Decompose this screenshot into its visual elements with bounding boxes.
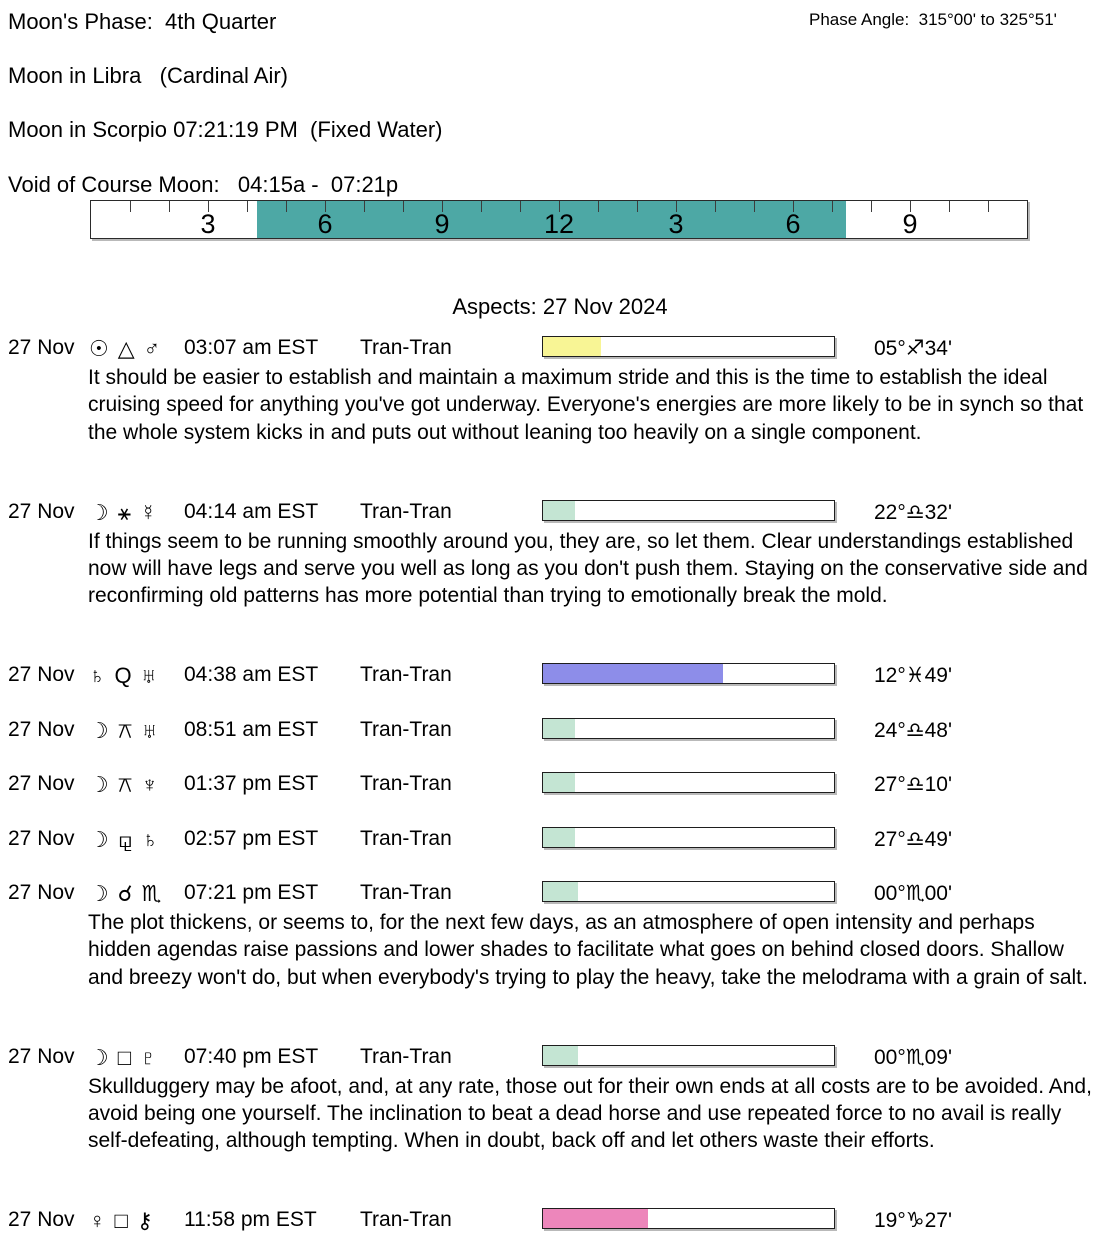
aspect-time: 02:57 pm EST xyxy=(184,826,319,850)
aspect-date: 27 Nov xyxy=(8,717,75,741)
mars-glyph: ♂ xyxy=(143,336,161,361)
aspect-type: Tran-Tran xyxy=(360,717,452,741)
venus-glyph: ♀ xyxy=(89,1208,106,1233)
aspect-row xyxy=(0,772,1120,796)
quincunx-glyph: ⚻ xyxy=(117,717,133,743)
moon-in-scorpio-line: Moon in Scorpio 07:21:19 PM (Fixed Water) xyxy=(8,117,443,142)
aspect-glyphs xyxy=(89,718,158,744)
aspect-row xyxy=(0,881,1120,905)
aspect-interpretation: The plot thickens, or seems to, for the next few days, as an atmosphere of open intensity and perhaps hidden agendas raise passions and lower shades to facilitate what goes on behind closed doors. Shallow and breezy won't do, but when everybody's trying to play the heavy, take the melodrama with a grain of salt. xyxy=(88,911,1088,989)
moon-glyph: ☽ xyxy=(89,826,109,852)
moon-glyph: ☽ xyxy=(89,1044,109,1070)
uranus-glyph: ♅ xyxy=(140,663,158,688)
aspect-orb-bar xyxy=(542,336,835,357)
aspect-orb-bar xyxy=(542,718,835,739)
hour-label: 3 xyxy=(200,209,216,239)
square-glyph: □ xyxy=(117,1044,132,1070)
aspect-date: 27 Nov xyxy=(8,1208,75,1231)
hour-tick xyxy=(286,201,287,212)
aspect-degree: 00°♏00' xyxy=(874,882,952,905)
aspect-degree: 24°♎48' xyxy=(874,718,952,742)
aspect-orb-fill xyxy=(543,719,575,738)
aspect-degree: 00°♏09' xyxy=(874,1045,952,1069)
aspect-orb-fill xyxy=(543,773,575,792)
aspect-row xyxy=(0,500,1120,524)
aspect-time: 08:51 am EST xyxy=(184,717,319,741)
hour-tick xyxy=(130,201,131,212)
aspect-orb-bar xyxy=(542,1045,835,1066)
hour-tick xyxy=(247,201,248,212)
aspect-glyphs xyxy=(89,827,158,853)
aspect-glyphs xyxy=(89,1208,153,1234)
moon-in-libra-line: Moon in Libra (Cardinal Air) xyxy=(8,63,289,88)
chiron-glyph: ⚷ xyxy=(136,1208,153,1233)
void-of-course-timeline xyxy=(90,200,1028,239)
aspect-time: 03:07 am EST xyxy=(184,336,319,359)
aspect-degree: 05°♐34' xyxy=(874,337,952,360)
aspect-orb-fill xyxy=(543,664,723,683)
aspect-row xyxy=(0,827,1120,851)
aspect-time: 01:37 pm EST xyxy=(184,772,319,795)
hour-label: 12 xyxy=(543,209,575,239)
hour-tick xyxy=(715,201,716,212)
saturn-glyph: ♄ xyxy=(89,663,106,688)
aspect-time: 07:40 pm EST xyxy=(184,1044,319,1068)
aspect-orb-bar xyxy=(542,772,835,793)
hour-label: 9 xyxy=(902,209,918,239)
aspect-type: Tran-Tran xyxy=(360,772,452,795)
sextile-glyph: ⚹ xyxy=(117,499,131,525)
saturn-glyph: ♄ xyxy=(141,826,159,852)
neptune-glyph: ♆ xyxy=(141,772,158,797)
aspect-glyphs xyxy=(89,1045,157,1071)
void-of-course-line: Void of Course Moon: 04:15a - 07:21p xyxy=(8,172,399,197)
aspects-title: Aspects: 27 Nov 2024 xyxy=(452,294,668,319)
aspect-degree: 22°♎32' xyxy=(874,500,952,524)
aspect-degree: 19°♑27' xyxy=(874,1209,952,1232)
quintile-glyph: Q xyxy=(114,663,132,688)
aspect-type: Tran-Tran xyxy=(360,881,452,904)
aspect-row xyxy=(0,1045,1120,1069)
aspect-orb-bar xyxy=(542,663,835,684)
hour-label: 6 xyxy=(317,209,333,239)
hour-tick xyxy=(832,201,833,212)
aspect-interpretation: If things seem to be running smoothly around you, they are, so let them. Clear understandings established now will have legs and serve you well as long as you don't push them. Staying on the conservative side and reconfirming old patterns has more potential than trying to emotionally break the mold. xyxy=(88,529,1088,608)
aspect-degree: 27°♎10' xyxy=(874,773,952,796)
mercury-glyph: ☿ xyxy=(139,499,157,525)
hour-tick xyxy=(598,201,599,212)
aspect-glyphs xyxy=(89,881,161,907)
aspect-type: Tran-Tran xyxy=(360,336,452,359)
aspect-orb-fill xyxy=(543,1046,578,1065)
sesquiquadrate-glyph: ⚼ xyxy=(117,826,133,852)
sun-glyph: ☉ xyxy=(89,336,109,361)
conjunction-glyph: ☌ xyxy=(117,881,133,906)
aspect-row xyxy=(0,1208,1120,1232)
hour-tick xyxy=(754,201,755,212)
aspect-time: 04:38 am EST xyxy=(184,663,319,686)
aspect-glyphs xyxy=(89,500,156,526)
aspect-date: 27 Nov xyxy=(8,1044,75,1068)
aspect-glyphs xyxy=(89,663,157,689)
aspect-type: Tran-Tran xyxy=(360,663,452,686)
trine-glyph: △ xyxy=(117,336,135,361)
moon-glyph: ☽ xyxy=(89,717,109,743)
hour-tick xyxy=(481,201,482,212)
aspect-glyphs xyxy=(89,336,160,362)
aspect-time: 11:58 pm EST xyxy=(184,1208,317,1231)
aspect-date: 27 Nov xyxy=(8,772,75,795)
aspect-orb-fill xyxy=(543,1209,648,1228)
hour-label: 6 xyxy=(785,209,801,239)
aspect-type: Tran-Tran xyxy=(360,1208,452,1231)
aspect-date: 27 Nov xyxy=(8,826,75,850)
moon-glyph: ☽ xyxy=(89,881,109,906)
hour-label: 9 xyxy=(434,209,450,239)
aspect-date: 27 Nov xyxy=(8,881,75,904)
aspect-orb-fill xyxy=(543,828,575,847)
aspect-date: 27 Nov xyxy=(8,663,75,686)
aspect-type: Tran-Tran xyxy=(360,826,452,850)
pluto-glyph: ♇ xyxy=(140,1044,157,1070)
hour-tick xyxy=(871,201,872,212)
aspect-type: Tran-Tran xyxy=(360,499,452,523)
uranus-glyph: ♅ xyxy=(141,717,158,743)
aspect-orb-bar xyxy=(542,500,835,521)
aspect-time: 07:21 pm EST xyxy=(184,881,319,904)
aspect-orb-bar xyxy=(542,827,835,848)
hour-tick xyxy=(637,201,638,212)
aspect-time: 04:14 am EST xyxy=(184,499,319,523)
aspect-row xyxy=(0,718,1120,742)
aspect-interpretation: It should be easier to establish and maintain a maximum stride and this is the time to establish the ideal cruising speed for anything you've got underway. Everyone's energies are more likely to be in synch so that the whole system kicks in and puts out without leaning too heavily on a single component. xyxy=(88,366,1084,444)
phase-angle-line: Phase Angle: 315°00' to 325°51' xyxy=(809,10,1057,29)
hour-tick xyxy=(988,201,989,212)
scorpio-sign-glyph: ♏ xyxy=(141,881,162,906)
aspect-date: 27 Nov xyxy=(8,499,75,523)
aspect-orb-fill xyxy=(543,337,601,356)
aspect-degree: 12°♓49' xyxy=(874,664,952,687)
moon-glyph: ☽ xyxy=(89,499,109,525)
aspect-orb-fill xyxy=(543,882,578,901)
square-glyph: □ xyxy=(114,1208,128,1233)
aspect-degree: 27°♎49' xyxy=(874,827,952,851)
aspect-orb-fill xyxy=(543,501,575,520)
aspect-type: Tran-Tran xyxy=(360,1044,452,1068)
hour-tick xyxy=(169,201,170,212)
hour-label: 3 xyxy=(668,209,684,239)
hour-tick xyxy=(520,201,521,212)
aspect-row xyxy=(0,336,1120,360)
quincunx-glyph: ⚻ xyxy=(117,772,133,797)
aspect-interpretation: Skullduggery may be afoot, and, at any rate, those out for their own ends at all costs are to be avoided. And, avoid being one yourself. The inclination to beat a dead horse and use repeated force to no avail is really self-defeating, although tempting. When in doubt, back off and let others waste their efforts. xyxy=(88,1074,1092,1153)
moon-glyph: ☽ xyxy=(89,772,109,797)
hour-tick xyxy=(403,201,404,212)
aspect-glyphs xyxy=(89,772,158,798)
aspect-orb-bar xyxy=(542,881,835,902)
moons-phase-line: Moon's Phase: 4th Quarter xyxy=(8,9,277,34)
hour-tick xyxy=(364,201,365,212)
hour-tick xyxy=(949,201,950,212)
aspect-row xyxy=(0,663,1120,687)
aspect-date: 27 Nov xyxy=(8,336,75,359)
aspect-orb-bar xyxy=(542,1208,835,1229)
